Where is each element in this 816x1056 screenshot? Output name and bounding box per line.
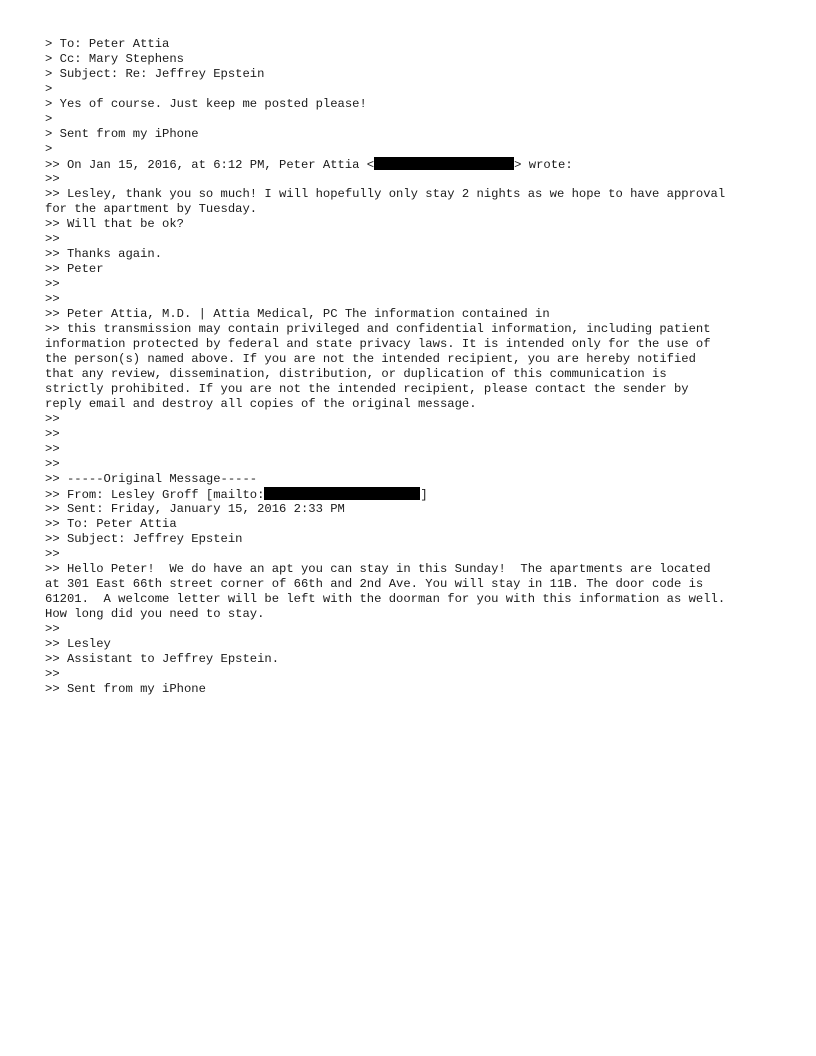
- original-from-line: [45, 487, 785, 502]
- quote-spacer: >>: [45, 622, 60, 636]
- original-subject-line: >> Subject: Jeffrey Epstein: [45, 532, 243, 546]
- header-cc: > Cc: Mary Stephens: [45, 52, 184, 66]
- message-line: 61201. A welcome letter will be left with the doorman for you with this information as well.: [45, 592, 726, 606]
- original-message-divider: >> -----Original Message-----: [45, 472, 258, 486]
- sent-from-line: >> Sent from my iPhone: [45, 682, 206, 696]
- quote-spacer: >>: [45, 457, 60, 471]
- signature-name: >> Lesley: [45, 637, 111, 651]
- message-line: >> Peter: [45, 262, 104, 276]
- original-to-line: >> To: Peter Attia: [45, 517, 177, 531]
- disclaimer-line: reply email and destroy all copies of the original message.: [45, 397, 477, 411]
- disclaimer-line: that any review, dissemination, distribution, or duplication of this communication is: [45, 367, 667, 381]
- header-subject: > Subject: Re: Jeffrey Epstein: [45, 67, 265, 81]
- original-sent-line: >> Sent: Friday, January 15, 2016 2:33 PM: [45, 502, 345, 516]
- disclaimer-line: >> this transmission may contain privileged and confidential information, including patient: [45, 322, 711, 336]
- quote-spacer: >>: [45, 172, 60, 186]
- signature-title: >> Assistant to Jeffrey Epstein.: [45, 652, 280, 666]
- redacted-email-block: [374, 157, 514, 170]
- header-to: > To: Peter Attia: [45, 37, 170, 51]
- disclaimer-line: >> Peter Attia, M.D. | Attia Medical, PC The information contained in: [45, 307, 550, 321]
- disclaimer-line: strictly prohibited. If you are not the intended recipient, please contact the sender by: [45, 382, 689, 396]
- reply-signature: > Sent from my iPhone: [45, 127, 199, 141]
- message-line: >> Hello Peter! We do have an apt you can stay in this Sunday! The apartments are located: [45, 562, 711, 576]
- attribution-prefix: >> On Jan 15, 2016, at 6:12 PM, Peter Attia <: [45, 158, 375, 172]
- quote-spacer: >>: [45, 427, 60, 441]
- quote-spacer: >: [45, 112, 53, 126]
- redacted-mailto-block: [264, 487, 420, 500]
- quote-spacer: >>: [45, 277, 60, 291]
- disclaimer-line: information protected by federal and state privacy laws. It is intended only for the use of: [45, 337, 711, 351]
- quote-spacer: >: [45, 142, 53, 156]
- message-line: for the apartment by Tuesday.: [45, 202, 258, 216]
- quote-spacer: >: [45, 82, 53, 96]
- quote-spacer: >>: [45, 412, 60, 426]
- from-prefix: >> From: Lesley Groff [mailto:: [45, 488, 265, 502]
- quoted-attribution-line: [45, 157, 785, 172]
- attribution-suffix: > wrote:: [514, 158, 573, 172]
- email-body: [45, 37, 785, 697]
- message-line: How long did you need to stay.: [45, 607, 265, 621]
- quote-spacer: >>: [45, 547, 60, 561]
- reply-text: > Yes of course. Just keep me posted please!: [45, 97, 367, 111]
- quote-spacer: >>: [45, 442, 60, 456]
- quote-spacer: >>: [45, 292, 60, 306]
- disclaimer-line: the person(s) named above. If you are not the intended recipient, you are hereby notified: [45, 352, 696, 366]
- message-line: >> Will that be ok?: [45, 217, 184, 231]
- from-suffix: ]: [420, 488, 428, 502]
- message-line: at 301 East 66th street corner of 66th and 2nd Ave. You will stay in 11B. The door code is: [45, 577, 704, 591]
- quote-spacer: >>: [45, 667, 60, 681]
- quote-spacer: >>: [45, 232, 60, 246]
- message-line: >> Lesley, thank you so much! I will hopefully only stay 2 nights as we hope to have approval: [45, 187, 726, 201]
- message-line: >> Thanks again.: [45, 247, 163, 261]
